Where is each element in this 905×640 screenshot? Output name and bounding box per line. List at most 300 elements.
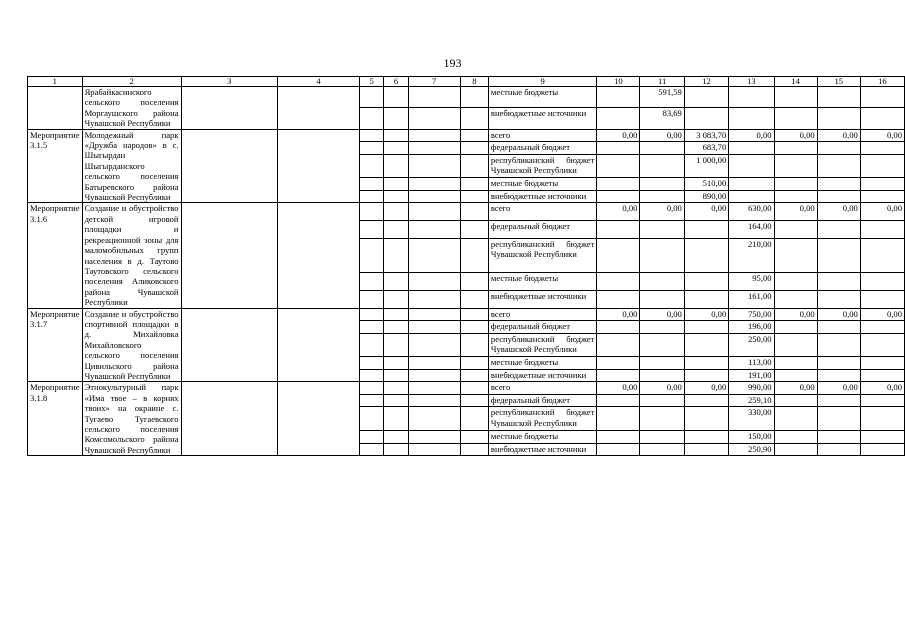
value-cell [774, 369, 817, 382]
value-cell: 0,00 [640, 129, 684, 141]
value-cell [774, 333, 817, 357]
empty-cell [384, 431, 408, 443]
funding-source-cell: всего [488, 308, 596, 320]
value-cell: 3 083,70 [684, 129, 728, 141]
value-cell [640, 333, 684, 357]
value-cell [597, 87, 640, 108]
value-cell [640, 407, 684, 431]
value-cell [860, 321, 904, 333]
value-cell [640, 239, 684, 273]
table-row [28, 308, 905, 320]
value-cell [640, 431, 684, 443]
value-cell [774, 178, 817, 190]
value-cell [640, 357, 684, 369]
value-cell: 0,00 [597, 308, 640, 320]
empty-cell [384, 369, 408, 382]
empty-cell [460, 239, 488, 273]
column-header: 15 [817, 77, 860, 87]
empty-cell [384, 154, 408, 178]
value-cell [817, 272, 860, 290]
empty-cell [408, 142, 460, 154]
measure-name-cell: Этнокультурный парк «Има твое – в корнях твоих» на окраине с. Тугаево Тугаевского сельского поселения Комсомольского района Чувашской Республики [82, 382, 181, 456]
funding-source-cell: внебюджетные источники [488, 369, 596, 382]
value-cell [860, 290, 904, 308]
funding-source-cell: республиканский бюджет Чувашской Республики [488, 333, 596, 357]
value-cell: 0,00 [817, 129, 860, 141]
funding-source-cell: федеральный бюджет [488, 321, 596, 333]
empty-cell [360, 142, 384, 154]
value-cell [640, 142, 684, 154]
funding-source-cell: всего [488, 382, 596, 394]
empty-cell [408, 431, 460, 443]
value-cell: 890,00 [684, 190, 728, 203]
measure-id-cell: Мероприятие 3.1.5 [28, 129, 83, 203]
empty-cell [408, 272, 460, 290]
empty-cell [360, 190, 384, 203]
empty-cell [360, 431, 384, 443]
measure-id-cell: Мероприятие 3.1.7 [28, 308, 83, 382]
value-cell [774, 272, 817, 290]
value-cell [597, 108, 640, 129]
table-row [28, 382, 905, 394]
empty-cell [460, 87, 488, 108]
empty-cell [384, 308, 408, 320]
column-header: 4 [278, 77, 360, 87]
value-cell [860, 142, 904, 154]
funding-source-cell: федеральный бюджет [488, 142, 596, 154]
empty-cell [360, 443, 384, 456]
empty-cell [460, 203, 488, 221]
funding-source-cell: всего [488, 129, 596, 141]
value-cell [860, 333, 904, 357]
empty-cell [460, 178, 488, 190]
empty-cell [460, 154, 488, 178]
value-cell [817, 108, 860, 129]
value-cell: 259,10 [729, 394, 774, 406]
value-cell: 191,00 [729, 369, 774, 382]
value-cell [684, 407, 728, 431]
measure-id-cell: Мероприятие 3.1.6 [28, 203, 83, 308]
empty-cell [460, 108, 488, 129]
value-cell [640, 369, 684, 382]
column-header: 9 [488, 77, 596, 87]
empty-cell [360, 369, 384, 382]
empty-cell [408, 321, 460, 333]
page-number: 193 [443, 56, 462, 70]
value-cell: 683,70 [684, 142, 728, 154]
value-cell [684, 321, 728, 333]
value-cell [817, 87, 860, 108]
value-cell: 0,00 [640, 203, 684, 221]
value-cell [817, 394, 860, 406]
value-cell: 990,00 [729, 382, 774, 394]
value-cell: 250,90 [729, 443, 774, 456]
column-header: 6 [384, 77, 408, 87]
value-cell [597, 142, 640, 154]
value-cell [817, 357, 860, 369]
funding-source-cell: всего [488, 203, 596, 221]
value-cell [774, 87, 817, 108]
measure-name-cell: Создание и обустройство спортивной площадки в д. Михайловка Михайловского сельского поселения Цивильского района Чувашской Республики [82, 308, 181, 382]
empty-cell [408, 443, 460, 456]
value-cell [684, 431, 728, 443]
empty-cell [384, 129, 408, 141]
value-cell [684, 290, 728, 308]
funding-source-cell: местные бюджеты [488, 357, 596, 369]
empty-cell [384, 142, 408, 154]
empty-cell [181, 382, 278, 456]
value-cell [817, 221, 860, 239]
empty-cell [360, 154, 384, 178]
value-cell: 0,00 [860, 308, 904, 320]
value-cell [860, 221, 904, 239]
value-cell [860, 394, 904, 406]
empty-cell [460, 190, 488, 203]
funding-source-cell: внебюджетные источники [488, 108, 596, 129]
value-cell: 0,00 [817, 308, 860, 320]
empty-cell [384, 382, 408, 394]
value-cell: 0,00 [597, 129, 640, 141]
empty-cell [408, 290, 460, 308]
value-cell [774, 142, 817, 154]
empty-cell [360, 87, 384, 108]
value-cell [817, 369, 860, 382]
empty-cell [408, 203, 460, 221]
empty-cell [384, 87, 408, 108]
value-cell [860, 178, 904, 190]
value-cell [774, 357, 817, 369]
value-cell [684, 87, 728, 108]
column-header: 7 [408, 77, 460, 87]
value-cell [774, 290, 817, 308]
table-row [28, 87, 905, 108]
empty-cell [181, 203, 278, 308]
empty-cell [408, 357, 460, 369]
funding-source-cell: республиканский бюджет Чувашской Республики [488, 154, 596, 178]
empty-cell [360, 394, 384, 406]
value-cell [774, 239, 817, 273]
value-cell: 0,00 [597, 203, 640, 221]
value-cell: 83,69 [640, 108, 684, 129]
column-header: 2 [82, 77, 181, 87]
value-cell [597, 443, 640, 456]
table-row [28, 129, 905, 141]
empty-cell [408, 382, 460, 394]
value-cell [860, 443, 904, 456]
value-cell [684, 443, 728, 456]
value-cell [684, 357, 728, 369]
value-cell [774, 431, 817, 443]
value-cell: 0,00 [774, 129, 817, 141]
value-cell [729, 87, 774, 108]
value-cell: 250,00 [729, 333, 774, 357]
column-header: 5 [360, 77, 384, 87]
column-header: 12 [684, 77, 728, 87]
empty-cell [460, 382, 488, 394]
empty-cell [460, 290, 488, 308]
empty-cell [384, 272, 408, 290]
empty-cell [460, 369, 488, 382]
value-cell [684, 239, 728, 273]
value-cell [860, 87, 904, 108]
value-cell [860, 407, 904, 431]
value-cell [597, 221, 640, 239]
value-cell [774, 407, 817, 431]
value-cell: 113,00 [729, 357, 774, 369]
value-cell: 0,00 [817, 382, 860, 394]
value-cell [640, 221, 684, 239]
value-cell [597, 272, 640, 290]
empty-cell [360, 357, 384, 369]
empty-cell [181, 308, 278, 382]
value-cell: 0,00 [774, 382, 817, 394]
value-cell [684, 221, 728, 239]
empty-cell [360, 407, 384, 431]
value-cell [817, 407, 860, 431]
empty-cell [384, 178, 408, 190]
value-cell [597, 431, 640, 443]
value-cell [640, 154, 684, 178]
value-cell [860, 272, 904, 290]
column-header-row [28, 77, 905, 87]
empty-cell [181, 129, 278, 203]
empty-cell [460, 221, 488, 239]
value-cell: 630,00 [729, 203, 774, 221]
value-cell: 0,00 [640, 308, 684, 320]
value-cell: 210,00 [729, 239, 774, 273]
funding-source-cell: республиканский бюджет Чувашской Республики [488, 239, 596, 273]
empty-cell [460, 129, 488, 141]
empty-cell [384, 407, 408, 431]
value-cell: 330,00 [729, 407, 774, 431]
value-cell: 196,00 [729, 321, 774, 333]
table-row [28, 203, 905, 221]
value-cell [774, 190, 817, 203]
empty-cell [460, 272, 488, 290]
value-cell [640, 321, 684, 333]
measure-id-cell: Мероприятие 3.1.8 [28, 382, 83, 456]
value-cell [597, 190, 640, 203]
value-cell [817, 443, 860, 456]
value-cell [817, 190, 860, 203]
value-cell: 0,00 [860, 203, 904, 221]
funding-source-cell: федеральный бюджет [488, 221, 596, 239]
empty-cell [384, 443, 408, 456]
value-cell [684, 108, 728, 129]
value-cell [774, 221, 817, 239]
value-cell [817, 321, 860, 333]
value-cell: 0,00 [684, 308, 728, 320]
value-cell [860, 239, 904, 273]
value-cell [729, 108, 774, 129]
value-cell [684, 369, 728, 382]
empty-cell [408, 308, 460, 320]
value-cell [640, 190, 684, 203]
value-cell [597, 357, 640, 369]
empty-cell [278, 382, 360, 456]
empty-cell [460, 333, 488, 357]
empty-cell [460, 321, 488, 333]
empty-cell [360, 321, 384, 333]
empty-cell [460, 443, 488, 456]
empty-cell [360, 308, 384, 320]
value-cell [597, 239, 640, 273]
value-cell [597, 178, 640, 190]
empty-cell [360, 333, 384, 357]
value-cell [774, 154, 817, 178]
measure-name-cell: Ярабайкасинского сельского поселения Моргаушского района Чувашской Республики [82, 87, 181, 130]
value-cell [684, 333, 728, 357]
empty-cell [360, 203, 384, 221]
value-cell: 0,00 [640, 382, 684, 394]
empty-cell [384, 321, 408, 333]
empty-cell [408, 239, 460, 273]
empty-cell [408, 221, 460, 239]
value-cell [860, 108, 904, 129]
funding-source-cell: внебюджетные источники [488, 190, 596, 203]
empty-cell [384, 357, 408, 369]
value-cell: 0,00 [774, 203, 817, 221]
empty-cell [460, 407, 488, 431]
empty-cell [460, 394, 488, 406]
value-cell [729, 154, 774, 178]
empty-cell [408, 87, 460, 108]
value-cell [640, 290, 684, 308]
empty-cell [408, 178, 460, 190]
value-cell [640, 394, 684, 406]
column-header: 16 [860, 77, 904, 87]
value-cell [684, 394, 728, 406]
funding-source-cell: федеральный бюджет [488, 394, 596, 406]
empty-cell [408, 154, 460, 178]
empty-cell [460, 357, 488, 369]
value-cell: 1 000,00 [684, 154, 728, 178]
value-cell [817, 290, 860, 308]
funding-source-cell: местные бюджеты [488, 272, 596, 290]
empty-cell [384, 333, 408, 357]
empty-cell [460, 308, 488, 320]
funding-source-cell: местные бюджеты [488, 431, 596, 443]
value-cell: 0,00 [860, 129, 904, 141]
value-cell [817, 178, 860, 190]
value-cell [640, 443, 684, 456]
value-cell [597, 290, 640, 308]
value-cell [729, 190, 774, 203]
value-cell [597, 333, 640, 357]
value-cell [774, 108, 817, 129]
value-cell [860, 431, 904, 443]
empty-cell [460, 142, 488, 154]
value-cell: 164,00 [729, 221, 774, 239]
value-cell [817, 333, 860, 357]
empty-cell [408, 190, 460, 203]
empty-cell [384, 203, 408, 221]
empty-cell [278, 308, 360, 382]
empty-cell [408, 129, 460, 141]
column-header: 14 [774, 77, 817, 87]
value-cell: 0,00 [684, 203, 728, 221]
value-cell: 0,00 [729, 129, 774, 141]
empty-cell [384, 190, 408, 203]
empty-cell [408, 108, 460, 129]
value-cell: 0,00 [774, 308, 817, 320]
funding-source-cell: республиканский бюджет Чувашской Республики [488, 407, 596, 431]
empty-cell [408, 369, 460, 382]
table-body [28, 87, 905, 456]
value-cell: 161,00 [729, 290, 774, 308]
value-cell [774, 443, 817, 456]
column-header: 11 [640, 77, 684, 87]
value-cell [817, 142, 860, 154]
empty-cell [384, 108, 408, 129]
value-cell [817, 239, 860, 273]
value-cell [729, 142, 774, 154]
value-cell [860, 369, 904, 382]
value-cell: 0,00 [684, 382, 728, 394]
value-cell [774, 394, 817, 406]
empty-cell [278, 129, 360, 203]
value-cell [597, 154, 640, 178]
empty-cell [384, 239, 408, 273]
value-cell: 0,00 [817, 203, 860, 221]
empty-cell [360, 108, 384, 129]
empty-cell [360, 382, 384, 394]
column-header: 13 [729, 77, 774, 87]
value-cell [817, 154, 860, 178]
empty-cell [408, 333, 460, 357]
empty-cell [360, 129, 384, 141]
value-cell [640, 178, 684, 190]
value-cell: 0,00 [597, 382, 640, 394]
value-cell: 150,00 [729, 431, 774, 443]
value-cell [860, 154, 904, 178]
empty-cell [360, 290, 384, 308]
empty-cell [360, 221, 384, 239]
value-cell [597, 407, 640, 431]
empty-cell [384, 221, 408, 239]
funding-source-cell: внебюджетные источники [488, 290, 596, 308]
funding-source-cell: местные бюджеты [488, 87, 596, 108]
value-cell [860, 190, 904, 203]
empty-cell [278, 203, 360, 308]
value-cell: 750,00 [729, 308, 774, 320]
column-header: 8 [460, 77, 488, 87]
value-cell [640, 272, 684, 290]
value-cell [729, 178, 774, 190]
column-header: 1 [28, 77, 83, 87]
value-cell [597, 394, 640, 406]
measure-name-cell: Молодежный парк «Дружба народов» в с. Шыгырдан Шыгырданского сельского поселения Батыревского района Чувашской Республики [82, 129, 181, 203]
value-cell [597, 321, 640, 333]
budget-table [27, 76, 905, 456]
value-cell [817, 431, 860, 443]
measure-name-cell: Создание и обустройство детской игровой площадки и рекреационной зоны для маломобильных групп населения в д. Таутово Таутовского сельского поселения Аликовского района Чувашской Республики [82, 203, 181, 308]
column-header: 10 [597, 77, 640, 87]
empty-cell [384, 290, 408, 308]
empty-cell [181, 87, 278, 130]
value-cell: 510,00 [684, 178, 728, 190]
measure-id-cell [28, 87, 83, 130]
value-cell: 591,59 [640, 87, 684, 108]
value-cell: 95,00 [729, 272, 774, 290]
funding-source-cell: местные бюджеты [488, 178, 596, 190]
empty-cell [408, 407, 460, 431]
value-cell [860, 357, 904, 369]
empty-cell [408, 394, 460, 406]
empty-cell [460, 431, 488, 443]
empty-cell [384, 394, 408, 406]
value-cell [684, 272, 728, 290]
